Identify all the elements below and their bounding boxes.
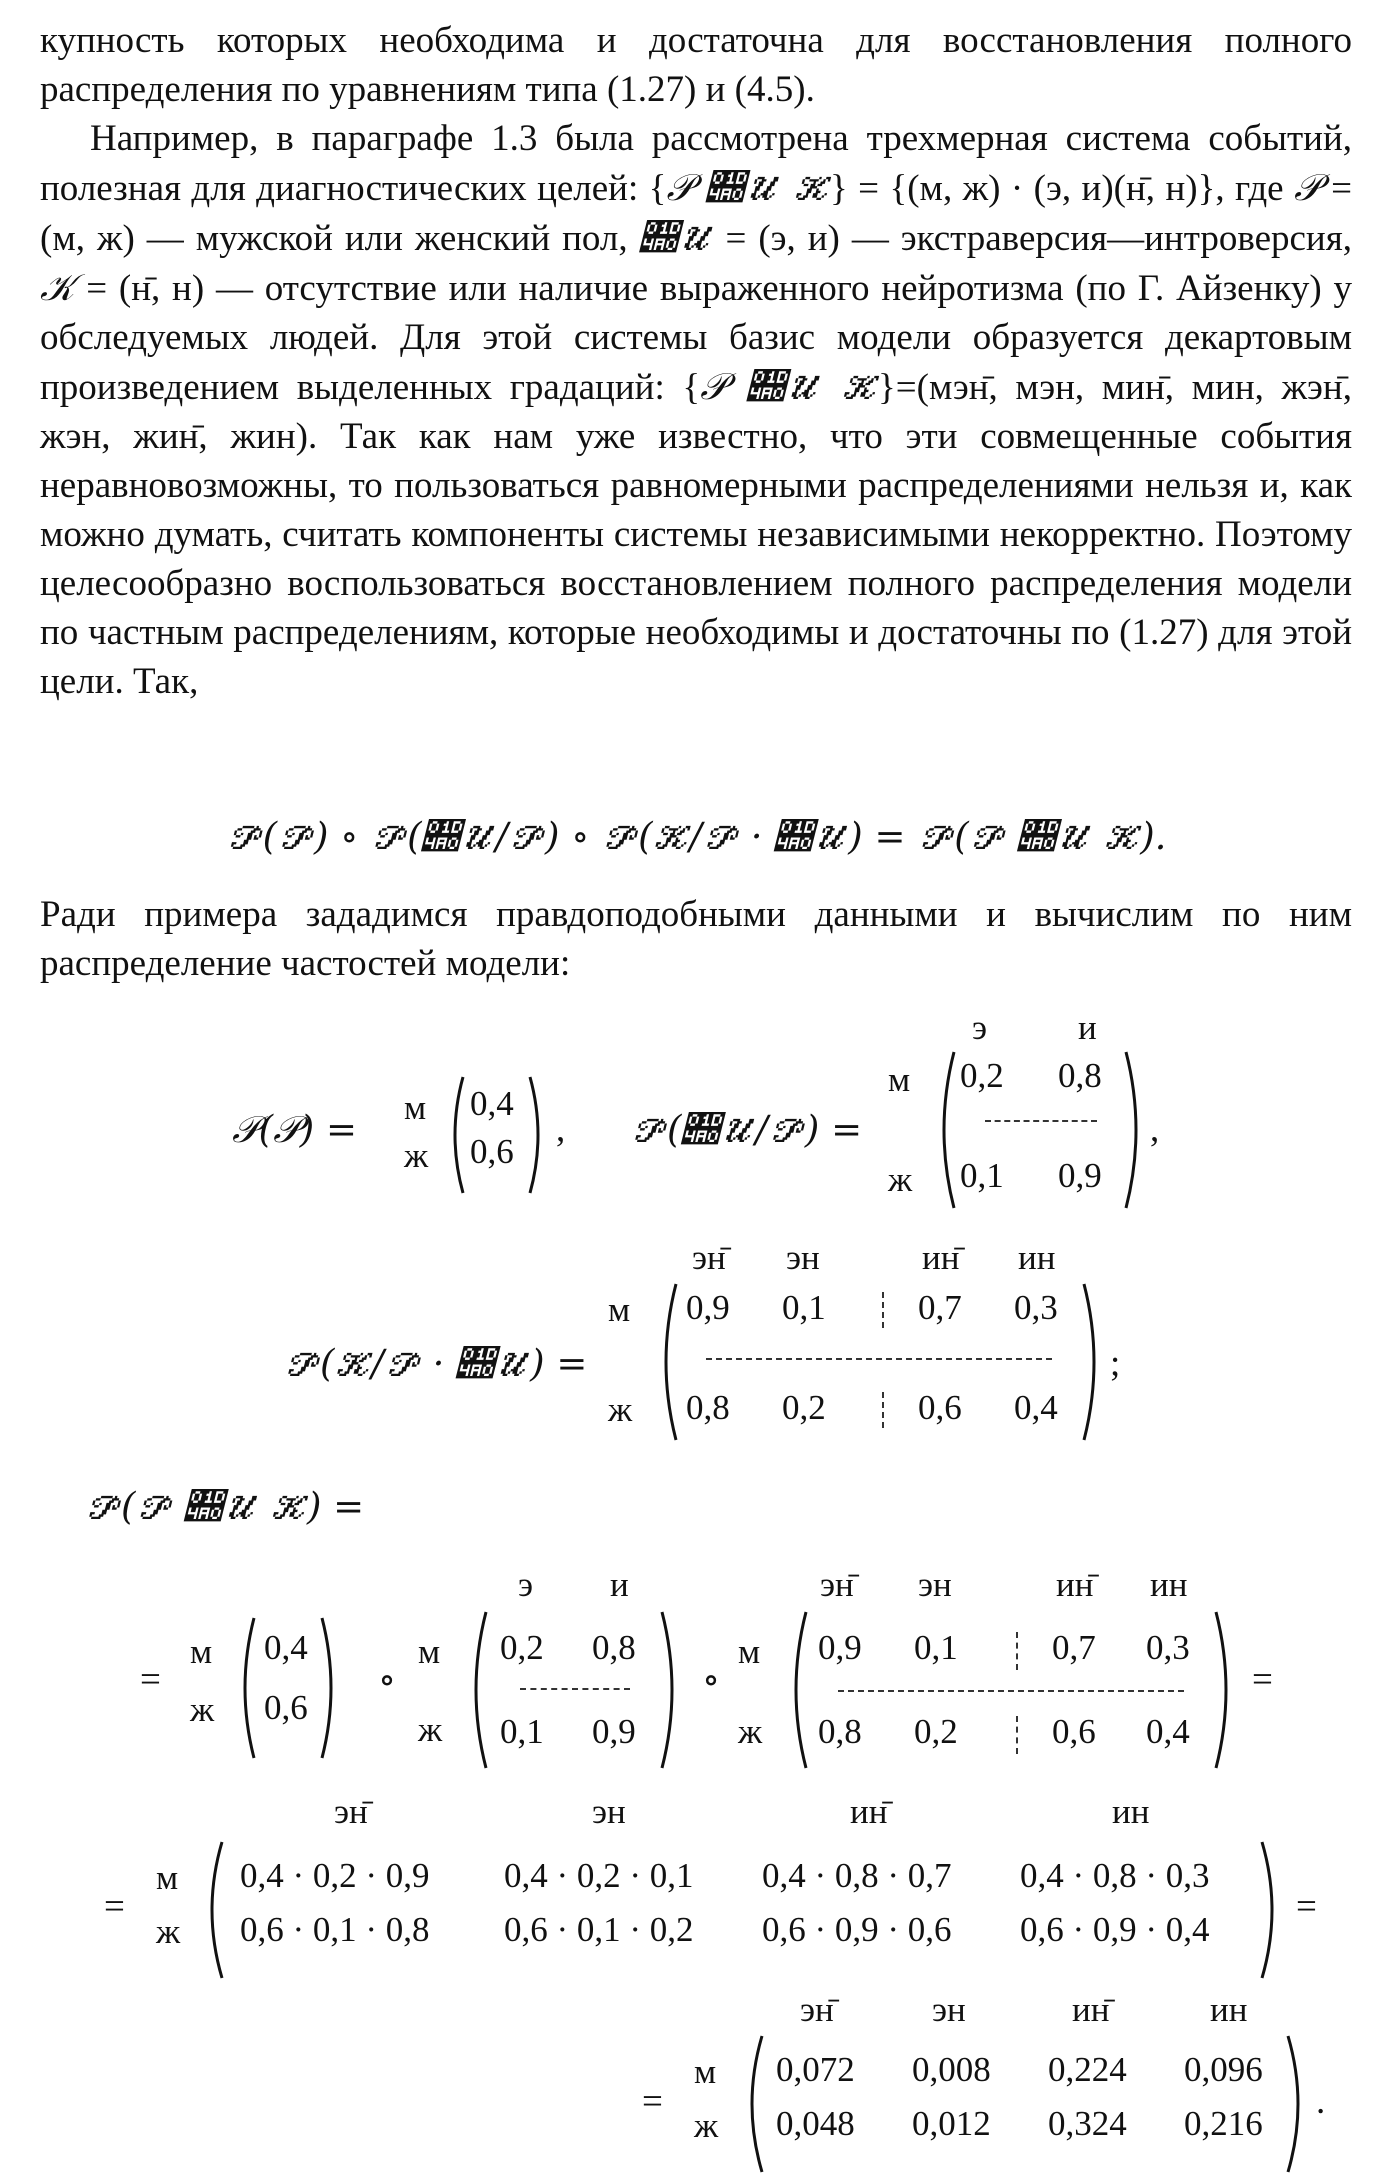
right-paren (528, 1075, 548, 1195)
cell: 0,4 (264, 1628, 308, 1667)
cell: 0,6 · 0,9 · 0,6 (762, 1910, 952, 1949)
dashed-divider (838, 1690, 1184, 1692)
cell: 0,6 · 0,1 · 0,8 (240, 1910, 430, 1949)
cell: 0,2 (914, 1712, 958, 1751)
system-symbol: 𝒫 𝒠𝒰 𝒦 (666, 166, 830, 209)
equals: = (104, 1886, 125, 1927)
right-paren (1124, 1050, 1148, 1210)
cell: 0,4 (1014, 1388, 1058, 1427)
col-label-in: ин (1150, 1565, 1188, 1604)
row-label-zh: ж (888, 1160, 913, 1199)
right-paren (1082, 1282, 1106, 1442)
left-paren (234, 1616, 256, 1760)
system-symbol-2: 𝒫 𝒠𝒰 𝒦 (700, 365, 879, 408)
p2-text-b: } = {(м, ж) · (э, и)(н̄, н)}, где (829, 168, 1294, 209)
row-label-m: м (738, 1632, 761, 1671)
right-paren (1214, 1610, 1238, 1770)
cell: 0,8 (592, 1628, 636, 1667)
paragraph-2 (40, 114, 1352, 706)
left-paren (464, 1610, 488, 1770)
cell: 0,9 (1058, 1156, 1102, 1195)
paragraph-3: Ради примера зададимся правдоподобными данными и вычислим по ним распределение частостей модели: (40, 894, 1352, 984)
col-label-en: эн (786, 1238, 820, 1277)
cell: 0,9 (686, 1288, 730, 1327)
row-label-zh: ж (156, 1912, 181, 1951)
symbol-EI: 𝒠𝒰 (639, 216, 714, 259)
left-paren (784, 1610, 808, 1770)
cell: 0,1 (782, 1288, 826, 1327)
p2-text-d: = (э, и) — экстраверсия—интроверсия, (713, 218, 1352, 259)
cell: 0,008 (912, 2050, 991, 2089)
dashed-vertical-divider (1016, 1632, 1018, 1670)
p2-text-a: Например, в параграфе 1.3 была рассмотрена трехмерная система событий, полезная для диагностических целей: { (40, 118, 1352, 209)
cell: 0,6 · 0,1 · 0,2 (504, 1910, 694, 1949)
cell: 0,224 (1048, 2050, 1127, 2089)
row-label-zh: ж (608, 1390, 633, 1429)
cell: 0,3 (1014, 1288, 1058, 1327)
cell: 0,096 (1184, 2050, 1263, 2089)
cell: 0,3 (1146, 1628, 1190, 1667)
cell: 0,072 (776, 2050, 855, 2089)
col-label-in-bar: ин̄ (922, 1238, 960, 1277)
col-label-en: эн (918, 1565, 952, 1604)
right-paren (320, 1616, 342, 1760)
cell: 0,7 (918, 1288, 962, 1327)
cell: 0,2 (500, 1628, 544, 1667)
left-paren (740, 2034, 764, 2174)
cell: 0,8 (818, 1712, 862, 1751)
col-label-en-bar: эн̄ (334, 1792, 368, 1831)
dashed-divider (706, 1358, 1052, 1360)
lhs-P: 𝒫(𝒫) = (232, 1108, 357, 1151)
col-label-i: и (1078, 1008, 1097, 1047)
col-label-in: ин (1018, 1238, 1056, 1277)
equals: = (642, 2081, 663, 2122)
row-label-m: м (418, 1632, 441, 1671)
cell: 0,1 (500, 1712, 544, 1751)
col-label-en: эн (592, 1792, 626, 1831)
paragraph-1: купность которых необходима и достаточна для восстановления полного распределения по уравнениям типа (1.27) и (4.5). (40, 20, 1352, 110)
dashed-vertical-divider (1016, 1716, 1018, 1754)
p2-text-c: = (м, ж) — мужской или женский пол, (40, 168, 1352, 259)
symbol-K: 𝒦 (40, 266, 75, 309)
row-label-zh: ж (190, 1690, 215, 1729)
left-paren (654, 1282, 678, 1442)
col-label-e: э (972, 1008, 988, 1047)
row-label-m: м (404, 1088, 427, 1127)
lhs-K: 𝒫(𝒦/𝒫 · 𝒠𝒰) = (283, 1342, 588, 1385)
col-label-in: ин (1112, 1792, 1150, 1831)
row-label-m: м (156, 1858, 179, 1897)
left-paren (932, 1050, 956, 1210)
cell: 0,9 (818, 1628, 862, 1667)
row-label-m: м (190, 1632, 213, 1671)
dashed-vertical-divider (882, 1392, 884, 1428)
equals: = (140, 1659, 161, 1700)
cell: 0,048 (776, 2104, 855, 2143)
cell: 0,6 (1052, 1712, 1096, 1751)
cell: 0,2 (960, 1056, 1004, 1095)
semicolon: ; (1110, 1343, 1121, 1384)
cell: 0,6 (918, 1388, 962, 1427)
cell: 0,216 (1184, 2104, 1263, 2143)
col-label-en-bar: эн̄ (820, 1565, 854, 1604)
symbol-P: 𝒫 (1294, 166, 1321, 209)
cell: 0,4 · 0,2 · 0,1 (504, 1856, 694, 1895)
col-label-en-bar: эн̄ (800, 1990, 834, 2029)
row-label-m: м (608, 1290, 631, 1329)
cell: 0,4 · 0,8 · 0,7 (762, 1856, 952, 1895)
col-label-in-bar: ин̄ (1056, 1565, 1094, 1604)
col-label-e: э (518, 1565, 534, 1604)
cell: 0,6 · 0,9 · 0,4 (1020, 1910, 1210, 1949)
dashed-divider (520, 1688, 630, 1690)
col-label-in-bar: ин̄ (850, 1792, 888, 1831)
cell: 0,9 (592, 1712, 636, 1751)
col-label-en-bar: эн̄ (692, 1238, 726, 1277)
cell: 0,4 · 0,8 · 0,3 (1020, 1856, 1210, 1895)
row-label-zh: ж (404, 1136, 429, 1175)
lhs-full: 𝒫(𝒫 𝒠𝒰 𝒦) = (84, 1485, 365, 1528)
cell: 0,6 (470, 1132, 514, 1171)
left-paren (200, 1840, 224, 1980)
compose-op: ∘ (702, 1660, 721, 1701)
right-paren (1286, 2034, 1310, 2174)
cell: 0,6 (264, 1688, 308, 1727)
right-paren (660, 1610, 684, 1770)
p2-text-f: }=(мэн̄, мэн, мин̄, мин, жэн̄, жэн, жин̄, жин). Так как нам уже известно, что эти совмещенные события неравновозможны, то пользоваться равномерными распределениями нельзя и, как можно думать, считать компоненты системы независимыми некорректно. Поэтому целесообразно воспользоваться восстановлением полного распределения модели по частным распределениям, которые необходимы и достаточны по (1.27) для этой цели. Так, (40, 367, 1352, 702)
row-label-zh: ж (418, 1710, 443, 1749)
dashed-vertical-divider (882, 1292, 884, 1328)
cell: 0,8 (1058, 1056, 1102, 1095)
cell: 0,324 (1048, 2104, 1127, 2143)
cell: 0,4 (470, 1084, 514, 1123)
equals: = (1296, 1886, 1317, 1927)
equals: = (1252, 1659, 1273, 1700)
compose-op: ∘ (378, 1660, 397, 1701)
cell: 0,8 (686, 1388, 730, 1427)
col-label-in-bar: ин̄ (1072, 1990, 1110, 2029)
dashed-divider (985, 1120, 1097, 1122)
cell: 0,7 (1052, 1628, 1096, 1667)
col-label-i: и (610, 1565, 629, 1604)
row-label-m: м (694, 2052, 717, 2091)
cell: 0,4 · 0,2 · 0,9 (240, 1856, 430, 1895)
row-label-zh: ж (694, 2106, 719, 2145)
cell: 0,1 (914, 1628, 958, 1667)
lhs-EI: 𝒫(𝒠𝒰/𝒫) = (630, 1108, 863, 1151)
main-equation: 𝒫(𝒫) ∘ 𝒫(𝒠𝒰/𝒫) ∘ 𝒫(𝒦/𝒫 · 𝒠𝒰) = 𝒫(𝒫 𝒠𝒰 𝒦). (225, 815, 1167, 858)
row-label-zh: ж (738, 1712, 763, 1751)
cell: 0,4 (1146, 1712, 1190, 1751)
col-label-in: ин (1210, 1990, 1248, 2029)
left-paren (445, 1075, 465, 1195)
right-paren (1260, 1840, 1284, 1980)
period: . (1316, 2081, 1326, 2122)
cell: 0,2 (782, 1388, 826, 1427)
col-label-en: эн (932, 1990, 966, 2029)
p2-text-e: = (н̄, н) — отсутствие или наличие выраженного нейротизма (по Г. Айзенку) у обследуемых людей. Для этой системы базис модели образуется декартовым произведением выделенных градаций: { (40, 268, 1352, 408)
cell: 0,1 (960, 1156, 1004, 1195)
comma: , (1150, 1109, 1160, 1150)
comma: , (556, 1109, 566, 1150)
row-label-m: м (888, 1060, 911, 1099)
cell: 0,012 (912, 2104, 991, 2143)
